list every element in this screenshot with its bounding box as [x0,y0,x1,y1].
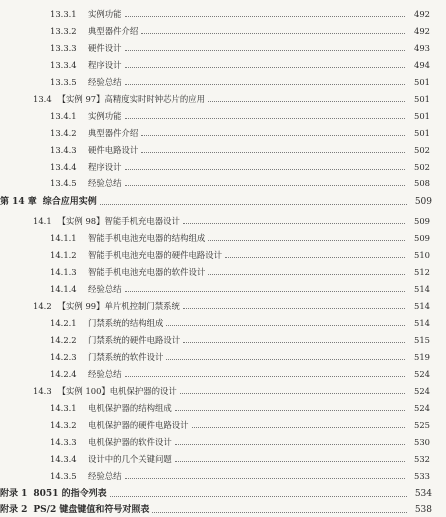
toc-section: 14.2 【实例 99】单片机控制门禁系统 514 [33,301,430,311]
toc-entry: 13.4.5 经验总结 508 [50,178,430,188]
toc-entry: 14.2.3 门禁系统的软件设计 519 [50,352,430,362]
toc-entry: 14.2.1 门禁系统的结构组成 514 [50,318,430,328]
toc-entry: 14.3.2 电机保护器的硬件电路设计 525 [50,420,430,430]
toc-entry: 13.3.4 程序设计 494 [50,60,430,70]
toc-entry: 13.4.4 程序设计 502 [50,162,430,172]
toc-entry: 14.1.1 智能手机电池充电器的结构组成 509 [50,233,430,243]
toc-section: 14.3 【实例 100】电机保护器的设计 524 [33,386,430,396]
toc-entry: 13.4.2 典型器件介绍 501 [50,128,430,138]
toc-entry: 13.3.5 经验总结 501 [50,77,430,87]
toc-entry: 13.4.1 实例功能 501 [50,111,430,121]
toc-entry: 14.3.1 电机保护器的结构组成 524 [50,403,430,413]
toc-entry: 13.4.3 硬件电路设计 502 [50,145,430,155]
toc-entry: 14.3.5 经验总结 533 [50,471,430,481]
toc-section: 13.4 【实例 97】高精度实时时钟芯片的应用 501 [33,94,430,104]
toc-section: 14.1 【实例 98】智能手机充电器设计 509 [33,216,430,226]
toc-entry: 14.1.3 智能手机电池充电器的软件设计 512 [50,267,430,277]
toc-chapter: 第 14 章 综合应用实例 509 [0,197,432,207]
toc-entry: 13.3.2 典型器件介绍 492 [50,26,430,36]
toc-entry: 13.3.3 硬件设计 493 [50,43,430,53]
toc-entry: 14.2.2 门禁系统的硬件电路设计 515 [50,335,430,345]
toc-entry: 14.1.4 经验总结 514 [50,284,430,294]
toc-entry: 14.3.4 设计中的几个关键问题 532 [50,454,430,464]
toc-entry: 13.3.1 实例功能 492 [50,9,430,19]
toc-entry: 14.1.2 智能手机电池充电器的硬件电路设计 510 [50,250,430,260]
toc-appendix: 附录 1 8051 的指令列表 534 [0,489,432,499]
toc-entry: 14.2.4 经验总结 524 [50,369,430,379]
toc-appendix: 附录 2 PS/2 键盘键值和符号对照表 538 [0,505,432,515]
toc-entry: 14.3.3 电机保护器的软件设计 530 [50,437,430,447]
